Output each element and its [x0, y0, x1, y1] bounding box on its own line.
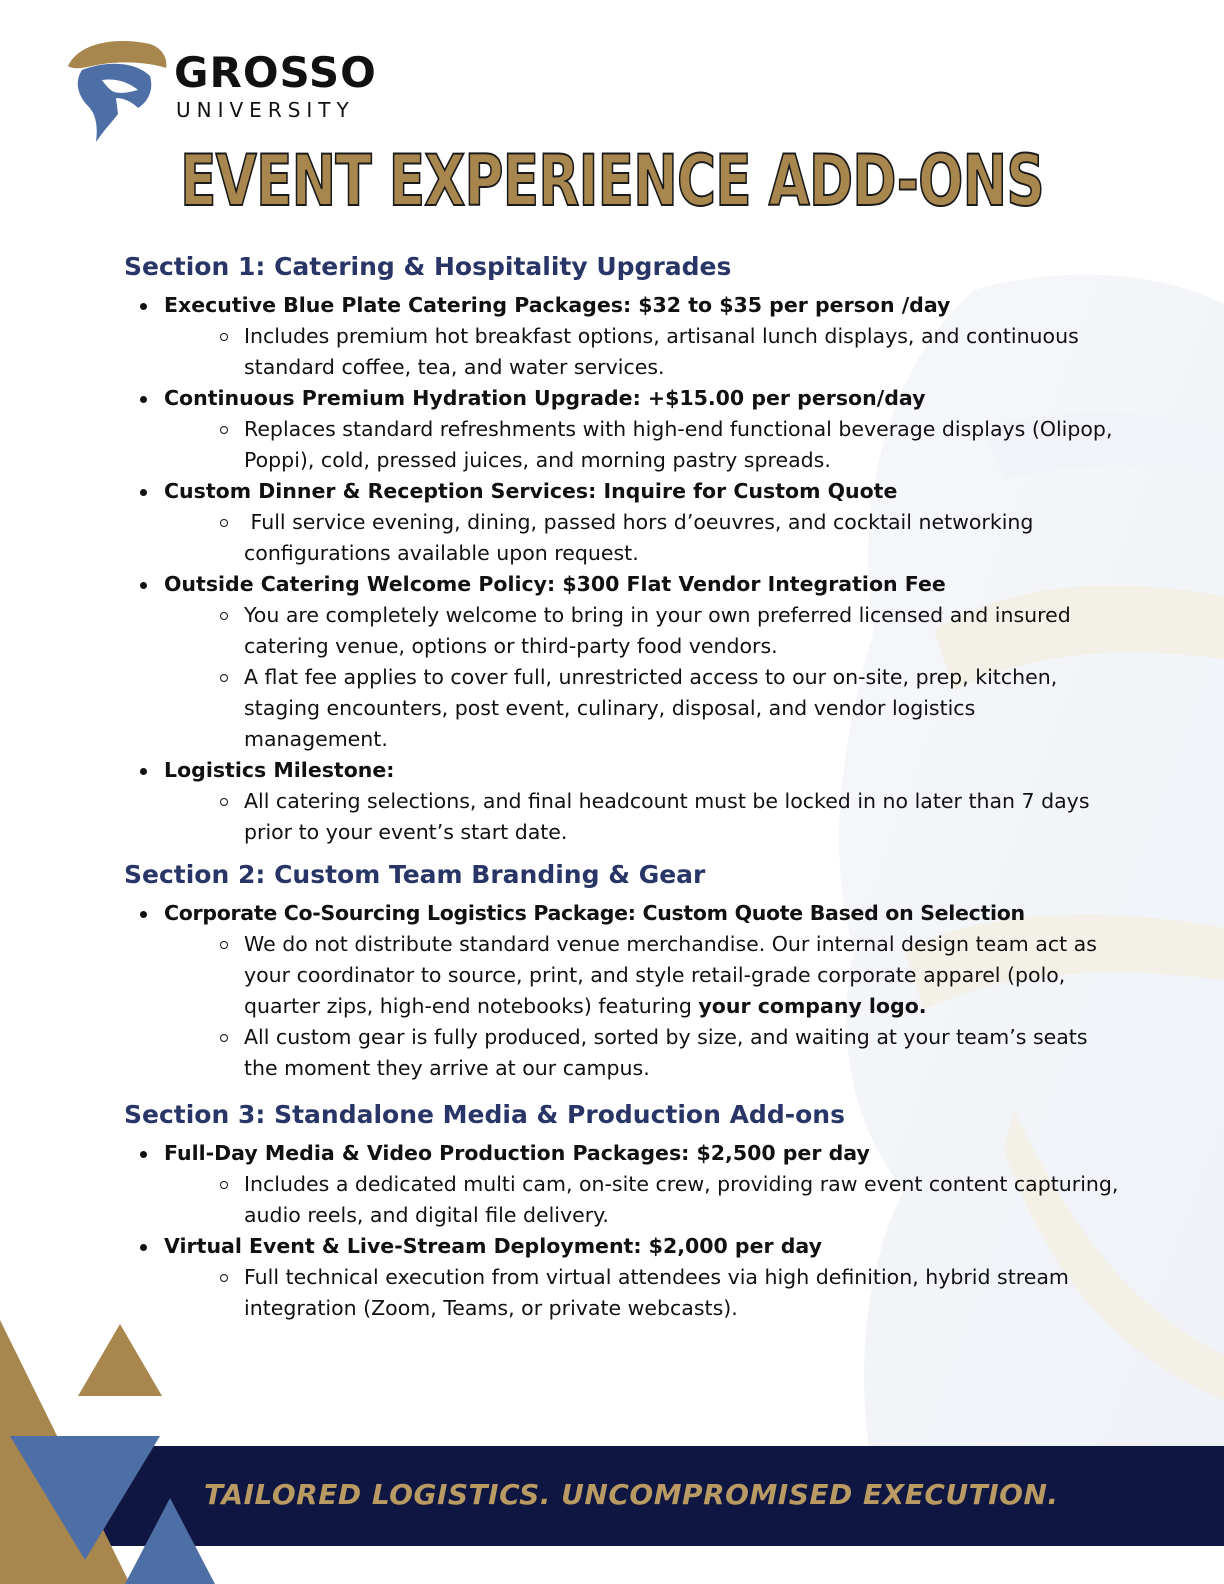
list-item	[124, 898, 1124, 1084]
list-item	[124, 755, 1124, 848]
spartan-helmet-logo-icon	[58, 36, 168, 146]
list-item	[124, 569, 1124, 755]
triangle-decoration-icon	[0, 1300, 260, 1584]
section-title: Section 3: Standalone Media & Production Add-ons	[124, 1100, 845, 1129]
section-catering	[124, 250, 1124, 848]
list-item	[124, 383, 1124, 476]
brand-logo	[58, 36, 398, 146]
list-item	[124, 476, 1124, 569]
sub-item: Includes a dedicated multi cam, on-site crew, providing raw event content capturing, audio reels, and digital file delivery.	[164, 1169, 1124, 1231]
item-list	[124, 898, 1124, 1084]
item-title: Logistics Milestone:	[164, 758, 395, 782]
item-title: Custom Dinner & Reception Services: Inquire for Custom Quote	[164, 479, 898, 503]
sub-item: Full technical execution from virtual attendees via high definition, hybrid stream integration (Zoom, Teams, or private webcasts).	[164, 1262, 1124, 1324]
sub-item: Includes premium hot breakfast options, artisanal lunch displays, and continuous standard coffee, tea, and water services.	[164, 321, 1124, 383]
item-list	[124, 1138, 1124, 1324]
section-media	[124, 1098, 1124, 1324]
sub-item: All catering selections, and final headcount must be locked in no later than 7 days prior to your event’s start date.	[164, 786, 1124, 848]
item-title: Outside Catering Welcome Policy: $300 Flat Vendor Integration Fee	[164, 572, 946, 596]
sub-item: Replaces standard refreshments with high-end functional beverage displays (Olipop, Poppi), cold, pressed juices, and morning pastry spreads.	[164, 414, 1124, 476]
item-title: Corporate Co-Sourcing Logistics Package: Custom Quote Based on Selection	[164, 901, 1025, 925]
item-title: Virtual Event & Live-Stream Deployment: $2,000 per day	[164, 1234, 822, 1258]
item-title: Full-Day Media & Video Production Packages: $2,500 per day	[164, 1141, 870, 1165]
list-item	[124, 290, 1124, 383]
list-item	[124, 1138, 1124, 1231]
sub-item: Full service evening, dining, passed hors d’oeuvres, and cocktail networking configurations available upon request.	[164, 507, 1124, 569]
item-title: Executive Blue Plate Catering Packages: $32 to $35 per person /day	[164, 293, 951, 317]
sub-item-text: We do not distribute standard venue merchandise. Our internal design team act as your coordinator to source, print, and style retail-grade corporate apparel (polo, quarter zips, high-end notebooks) featuring	[244, 932, 1097, 1018]
sub-item-emphasis: your company logo.	[698, 994, 927, 1018]
list-item	[124, 1231, 1124, 1324]
page-title: EVENT EXPERIENCE ADD-ONS	[180, 140, 1044, 222]
sub-item: You are completely welcome to bring in your own preferred licensed and insured catering venue, options or third-party food vendors.	[164, 600, 1124, 662]
section-branding	[124, 858, 1124, 1084]
sub-item	[164, 929, 1124, 1022]
brand-name: GROSSO	[174, 48, 377, 97]
sub-item: A flat fee applies to cover full, unrestricted access to our on-site, prep, kitchen, staging encounters, post event, culinary, disposal, and vendor logistics management.	[164, 662, 1124, 755]
sub-item: All custom gear is fully produced, sorted by size, and waiting at your team’s seats the moment they arrive at our campus.	[164, 1022, 1124, 1084]
brand-subtitle: UNIVERSITY	[176, 98, 355, 122]
section-title: Section 2: Custom Team Branding & Gear	[124, 860, 706, 889]
section-title: Section 1: Catering & Hospitality Upgrades	[124, 252, 732, 281]
content	[124, 250, 1124, 1324]
item-title: Continuous Premium Hydration Upgrade: +$15.00 per person/day	[164, 386, 926, 410]
item-list	[124, 290, 1124, 848]
footer-tagline: TAILORED LOGISTICS. UNCOMPROMISED EXECUTION.	[204, 1478, 1059, 1511]
